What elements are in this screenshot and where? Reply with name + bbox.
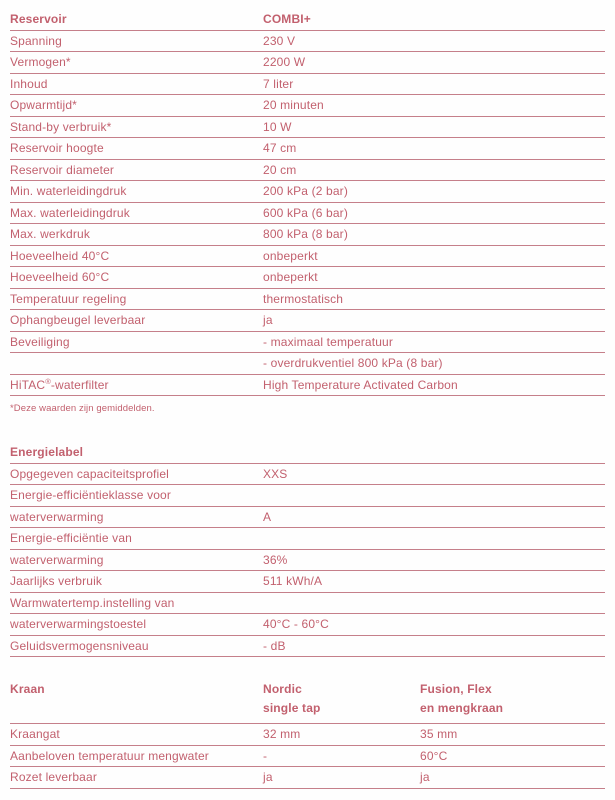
spec-label: Spanning [10,33,62,48]
table-row [10,614,605,636]
table-row [10,31,605,53]
table-row [10,289,605,311]
spec-value: 40°C - 60°C [263,617,329,632]
spec-label: Min. waterleidingdruk [10,184,127,199]
reservoir-table [10,9,605,396]
spec-label: Temperatuur regeling [10,291,127,306]
spec-value: - overdrukventiel 800 kPa (8 bar) [263,356,443,371]
spec-value: 47 cm [263,141,297,156]
table-row [10,160,605,182]
spec-label: waterverwarming [10,509,104,524]
table-row [10,528,605,550]
spec-label: Inhoud [10,76,48,91]
table-row [10,571,605,593]
spec-value: 511 kWh/A [263,574,323,589]
table-row [10,74,605,96]
spec-label: Rozet leverbaar [10,770,97,785]
table-row [10,485,605,507]
spec-value: A [263,509,272,524]
spec-value: 7 liter [263,76,294,91]
table-row [10,310,605,332]
spec-label: Stand-by verbruik* [10,119,112,134]
table-row [10,332,605,354]
spec-value: ja [263,313,273,328]
spec-value: onbeperkt [263,270,318,285]
spec-value: 800 kPa (8 bar) [263,227,348,242]
table-row [10,181,605,203]
table-row [10,507,605,529]
hitac-brand: HiTAC [10,377,46,392]
spec-value: - dB [263,638,286,653]
table-row [10,375,605,397]
spec-label: waterverwarmingstoestel [10,617,147,632]
spec-value-fusion: ja [420,770,430,785]
column-header-nordic: Nordic single tap [263,682,321,715]
table-row [10,464,605,486]
spec-value-nordic: ja [263,770,273,785]
spec-label: Energie-efficiëntie van [10,531,132,546]
spec-label: Aanbeloven temperatuur mengwater [10,748,209,763]
spec-label [10,378,263,392]
spec-value: 20 cm [263,162,297,177]
spec-value: thermostatisch [263,291,344,306]
spec-label: Kraangat [10,727,60,742]
reservoir-header-row [10,9,605,31]
spec-value: High Temperature Activated Carbon [263,377,458,392]
spec-label: Hoeveelheid 60°C [10,270,110,285]
spec-label: Max. werkdruk [10,227,90,242]
spec-label: Warmwatertemp.instelling van [10,595,175,610]
footnote: *Deze waarden zijn gemiddelden. [10,403,155,414]
spec-value: XXS [263,466,288,481]
table-row [10,267,605,289]
table-row [10,246,605,268]
spec-value: 2200 W [263,55,306,70]
table-row [10,767,605,789]
spec-label: Hoeveelheid 40°C [10,248,110,263]
energielabel-table [10,442,605,657]
kraan-table-title: Kraan [10,682,45,696]
table-row [10,636,605,658]
spec-value-nordic: 32 mm [263,727,301,742]
table-row [10,138,605,160]
spec-value: 200 kPa (2 bar) [263,184,348,199]
table-row [10,746,605,768]
spec-label: Opwarmtijd* [10,98,77,113]
hitac-suffix: -waterfilter [50,377,109,392]
spec-label: Opgegeven capaciteitsprofiel [10,466,169,481]
table-row [10,724,605,746]
reservoir-table-title: Reservoir [10,12,67,27]
spec-value: 600 kPa (6 bar) [263,205,348,220]
spec-value: 36% [263,552,288,567]
spec-label: Reservoir diameter [10,162,115,177]
table-row [10,95,605,117]
table-row [10,117,605,139]
table-row [10,224,605,246]
table-row [10,353,605,375]
spec-value: 10 W [263,119,292,134]
spec-value-nordic: - [263,748,268,763]
spec-value-fusion: 35 mm [420,727,458,742]
table-row [10,203,605,225]
spec-label: Energie-efficiëntieklasse voor [10,488,172,503]
energielabel-header-row [10,442,605,464]
spec-label: waterverwarming [10,552,104,567]
spec-value: - maximaal temperatuur [263,334,394,349]
spec-value: onbeperkt [263,248,318,263]
spec-label: Geluidsvermogensniveau [10,638,149,653]
table-row [10,52,605,74]
spec-label: Jaarlijks verbruik [10,574,103,589]
spec-label: Reservoir hoogte [10,141,104,156]
column-header-fusion: Fusion, Flex en mengkraan [420,682,504,715]
spec-value: 230 V [263,33,296,48]
table-row [10,593,605,615]
spec-value-fusion: 60°C [420,748,448,763]
table-row [10,550,605,572]
spec-label: Max. waterleidingdruk [10,205,130,220]
spec-label: Ophangbeugel leverbaar [10,313,146,328]
product-name: COMBI+ [263,12,311,27]
spec-value: 20 minuten [263,98,324,113]
registered-trademark-symbol: ® [45,376,51,386]
spec-label: Beveiliging [10,334,70,349]
energielabel-table-title: Energielabel [10,445,84,460]
spec-label: Vermogen* [10,55,71,70]
kraan-header-row [10,679,605,724]
kraan-table [10,679,605,789]
